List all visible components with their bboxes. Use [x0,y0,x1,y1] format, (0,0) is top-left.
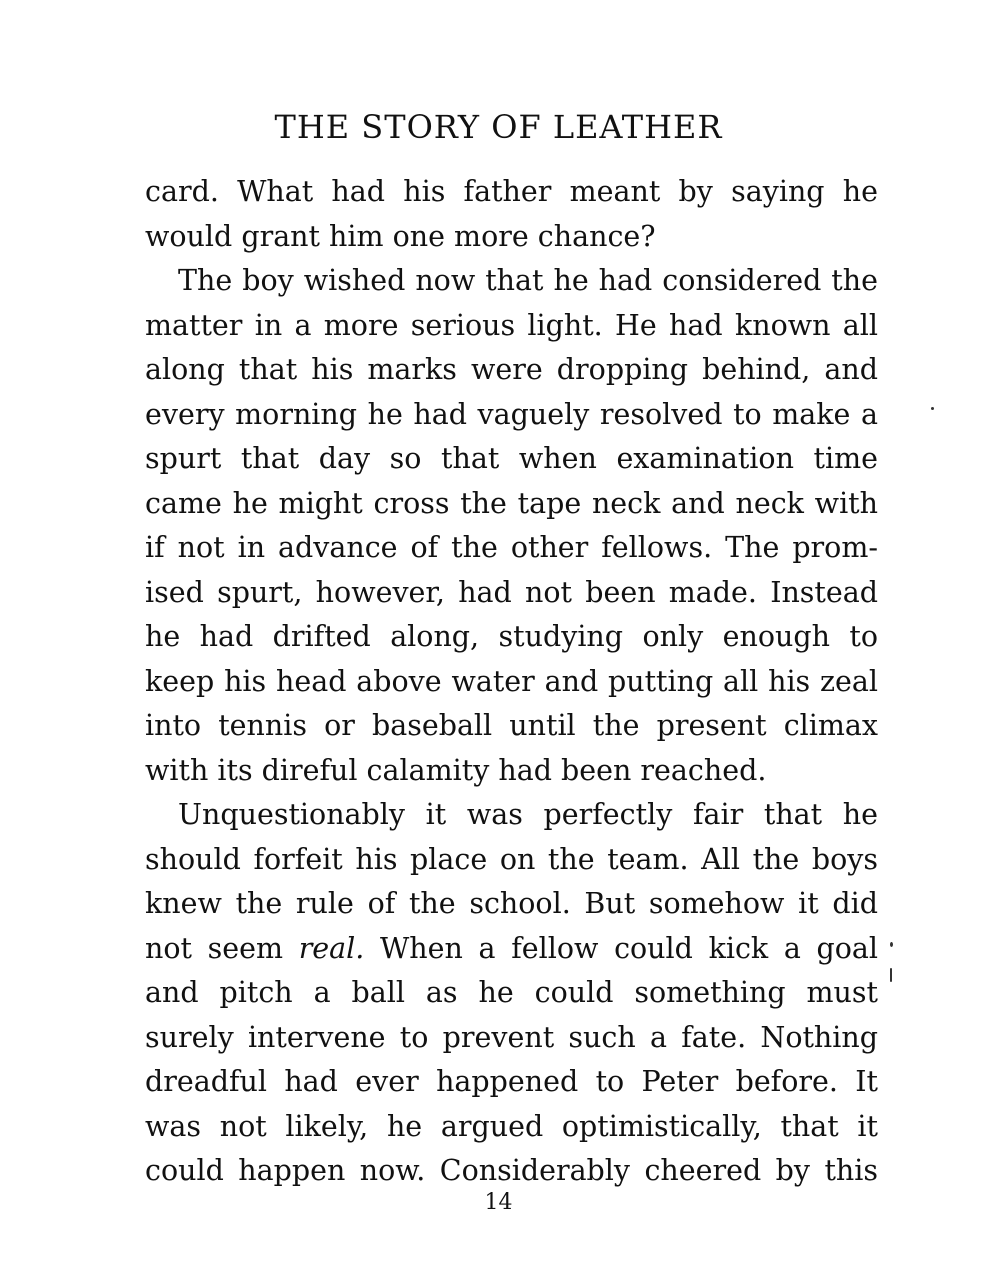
text-line: and pitch a ball as he could something must [145,976,878,1009]
text-line-with-italic [145,927,878,972]
scan-speck [890,942,893,947]
text-line: came he might cross the tape neck and neck with [145,486,878,520]
scan-speck [890,968,892,982]
text-line: spurt that day so that when examination time [145,442,878,475]
text-line: knew the rule of the school. But somehow it did [145,887,878,920]
body-text [145,170,878,1194]
text-line: keep his head above water and putting all his zeal [145,664,878,698]
text-line: surely intervene to prevent such a fate. Nothing [145,1020,878,1054]
text-line: he had drifted along, studying only enough to [145,620,878,653]
text-line: was not likely, he argued optimistically, that it [145,1109,878,1143]
text-line: ised spurt, however, had not been made. Instead [145,575,878,609]
text-line: card. What had his father meant by saying he [145,175,878,208]
page-number: 14 [484,1190,513,1215]
italic-word: real. [298,931,365,965]
paragraph-first-line: The boy wished now that he had considered the [178,264,878,297]
paragraph-first-line: Unquestionably it was perfectly fair that he [178,798,878,831]
text-line: could happen now. Considerably cheered by this [145,1154,878,1187]
text-line: matter in a more serious light. He had known all [145,308,878,342]
text-fragment: When a fellow could kick a goal [380,931,879,965]
scan-speck [931,407,934,410]
text-line: dreadful had ever happened to Peter before. It [145,1065,878,1098]
text-line: along that his marks were dropping behind, and [145,353,878,386]
text-line: with its direful calamity had been reached. [145,753,767,787]
text-fragment: not seem [145,931,299,965]
text-line: into tennis or baseball until the present climax [145,709,878,742]
text-line: if not in advance of the other fellows. The prom- [145,531,878,564]
text-line: would grant him one more chance? [145,219,656,253]
text-line: every morning he had vaguely resolved to make a [145,397,878,431]
running-title: THE STORY OF LEATHER [274,108,723,146]
text-line: should forfeit his place on the team. All the boys [145,842,878,876]
